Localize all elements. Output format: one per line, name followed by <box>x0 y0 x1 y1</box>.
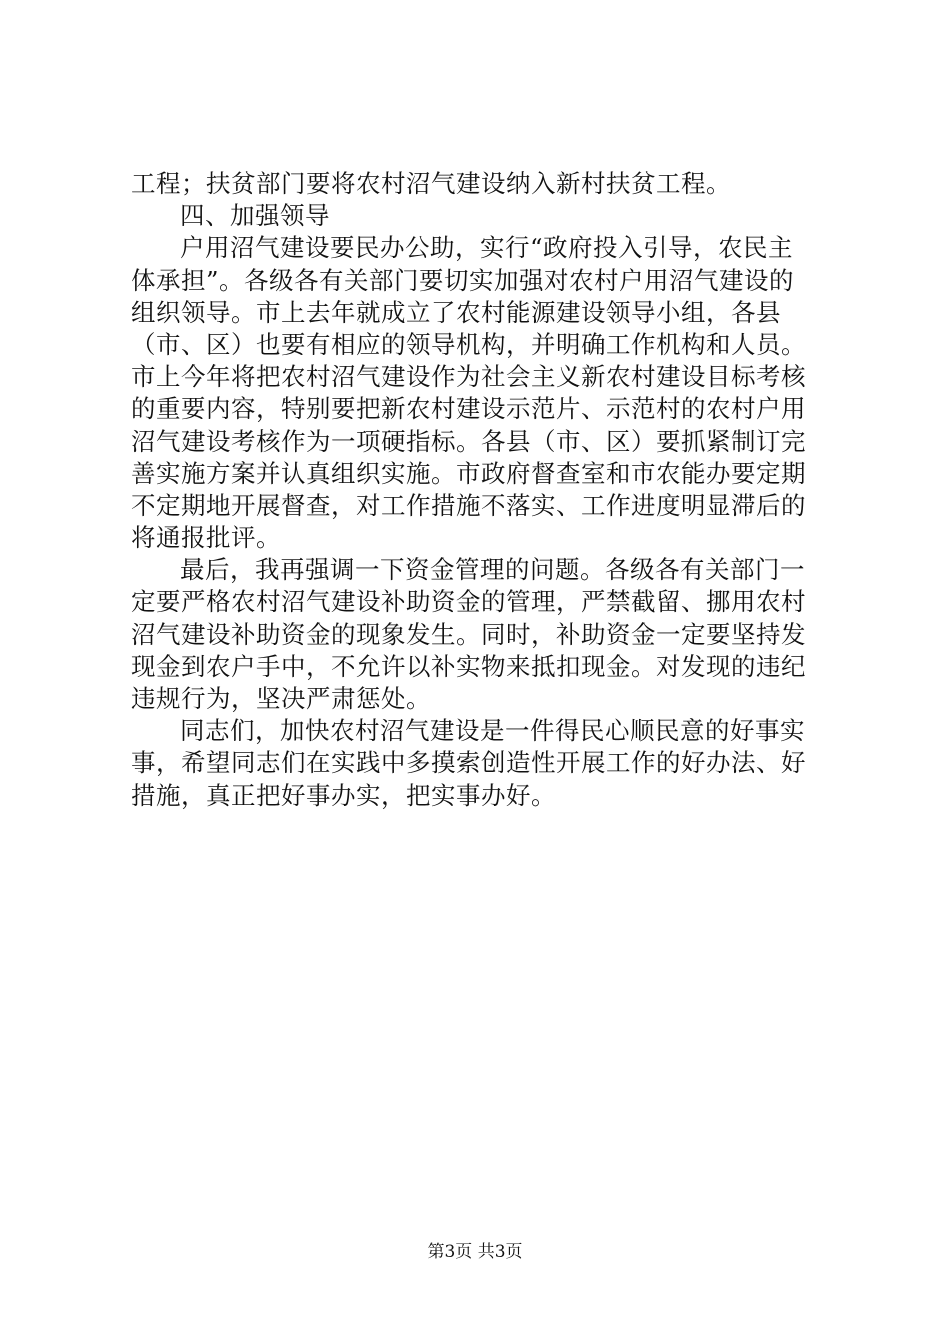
text-line: 沼气建设补助资金的现象发生。同时，补助资金一定要坚持发 <box>131 619 806 649</box>
text-line: 现金到农户手中，不允许以补实物来抵扣现金。对发现的违纪 <box>131 651 806 681</box>
page-number-footer: 第3页 共3页 <box>427 1242 523 1262</box>
text-line: 善实施方案并认真组织实施。市政府督查室和市农能办要定期 <box>131 458 806 488</box>
text-line: 户用沼气建设要民办公助，实行“政府投入引导，农民主 <box>180 233 794 263</box>
text-line: 不定期地开展督查，对工作措施不落实、工作进度明显滞后的 <box>131 490 806 520</box>
document-body <box>131 168 831 812</box>
text-line: 措施，真正把好事办实，把实事办好。 <box>131 780 556 810</box>
text-line: （市、区）也要有相应的领导机构，并明确工作机构和人员。 <box>131 329 806 359</box>
text-line: 定要严格农村沼气建设补助资金的管理，严禁截留、挪用农村 <box>131 587 806 617</box>
text-line: 工程；扶贫部门要将农村沼气建设纳入新村扶贫工程。 <box>131 169 731 198</box>
text-line: 市上今年将把农村沼气建设作为社会主义新农村建设目标考核 <box>131 362 806 392</box>
text-line: 最后，我再强调一下资金管理的问题。各级各有关部门一 <box>180 555 805 585</box>
section-heading: 四、加强领导 <box>180 201 330 231</box>
text-line: 的重要内容，特别要把新农村建设示范片、示范村的农村户用 <box>131 394 806 424</box>
text-line: 沼气建设考核作为一项硬指标。各县（市、区）要抓紧制订完 <box>131 426 806 456</box>
text-line: 将通报批评。 <box>131 523 281 553</box>
text-line: 违规行为，坚决严肃惩处。 <box>131 684 431 713</box>
text-line: 体承担”。各级各有关部门要切实加强对农村户用沼气建设的 <box>131 265 795 295</box>
text-line: 同志们，加快农村沼气建设是一件得民心顺民意的好事实 <box>180 716 805 746</box>
text-line: 事，希望同志们在实践中多摸索创造性开展工作的好办法、好 <box>131 748 806 778</box>
text-line: 组织领导。市上去年就成立了农村能源建设领导小组，各县 <box>131 297 781 327</box>
